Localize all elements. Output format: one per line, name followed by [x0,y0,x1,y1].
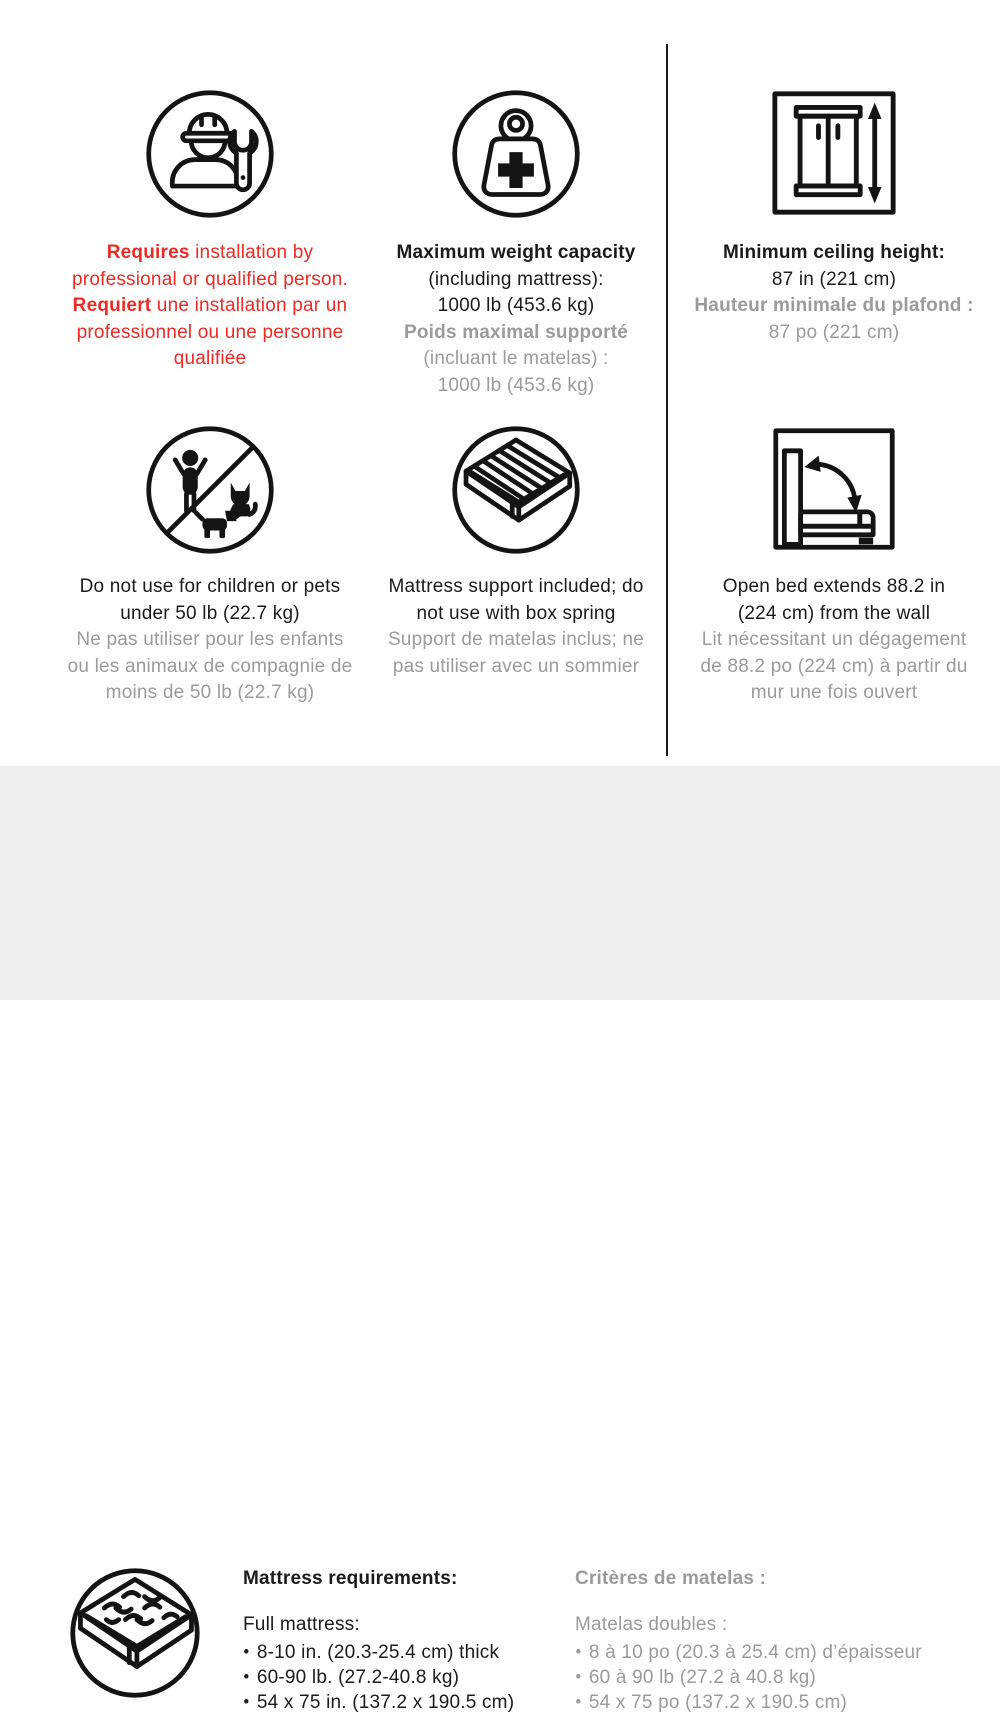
mattress-requirements-list-en: • 8-10 in. (20.3-25.4 cm) thick • 60-90 lb. (27.2-40.8 kg) • 54 x 75 in. (137.2 x 190.5 cm) [243,1642,515,1713]
open-bed-text: Open bed extends 88.2 in (224 cm) from the wall Lit nécessitant un dégagement de 88.2 po (224 cm) à partir du mur une fois ouvert [700,576,968,703]
cell-open-bed [688,426,980,707]
weight-capacity-text: Maximum weight capacity (including mattress): 1000 lb (453.6 kg) Poids maximal supporté (incluant le matelas) : 1000 lb (453.6 kg) [396,242,636,396]
mattress-support-icon [450,424,582,556]
mattress-requirements-english [243,1566,563,1715]
installation-text: Requires installation by professional or qualified person. Requiert une installation par un professionnel ou une personne qualifiée [72,242,348,369]
mattress-requirements-french [575,1566,975,1715]
open-bed-icon [771,426,897,552]
weight-icon [450,88,582,220]
mattress-requirements-title-en: Mattress requirements: [243,1568,458,1589]
cell-weight-capacity [381,88,651,399]
mattress-requirements-section [0,766,1000,1713]
mattress-requirements-list-fr: • 8 à 10 po (20.3 à 25.4 cm) d’épaisseur • 60 à 90 lb (27.2 à 40.8 kg) • 54 x 75 po (137.2 x 190.5 cm) [575,1642,922,1713]
no-children-pets-icon [144,424,276,556]
ceiling-height-icon [770,89,898,217]
mattress-requirements-subtitle-fr: Matelas doubles : [575,1614,728,1635]
mattress-requirements-title-fr: Critères de matelas : [575,1568,767,1589]
mattress-requirements-subtitle-en: Full mattress: [243,1614,360,1635]
cell-installation [40,88,380,373]
vertical-divider [666,44,668,756]
mattress-icon [68,1566,202,1700]
cell-no-children-pets [40,424,380,707]
installer-icon [144,88,276,220]
cell-ceiling-height [688,89,980,346]
ceiling-height-text: Minimum ceiling height: 87 in (221 cm) Hauteur minimale du plafond : 87 po (221 cm) [694,242,974,343]
cell-mattress-support [381,424,651,680]
no-children-pets-text: Do not use for children or pets under 50 lb (22.7 kg) Ne pas utiliser pour les enfants ou les animaux de compagnie de moins de 50 lb (22.7 kg) [67,576,353,703]
mattress-support-text: Mattress support included; do not use with box spring Support de matelas inclus; ne pas utiliser avec un sommier [387,576,645,677]
